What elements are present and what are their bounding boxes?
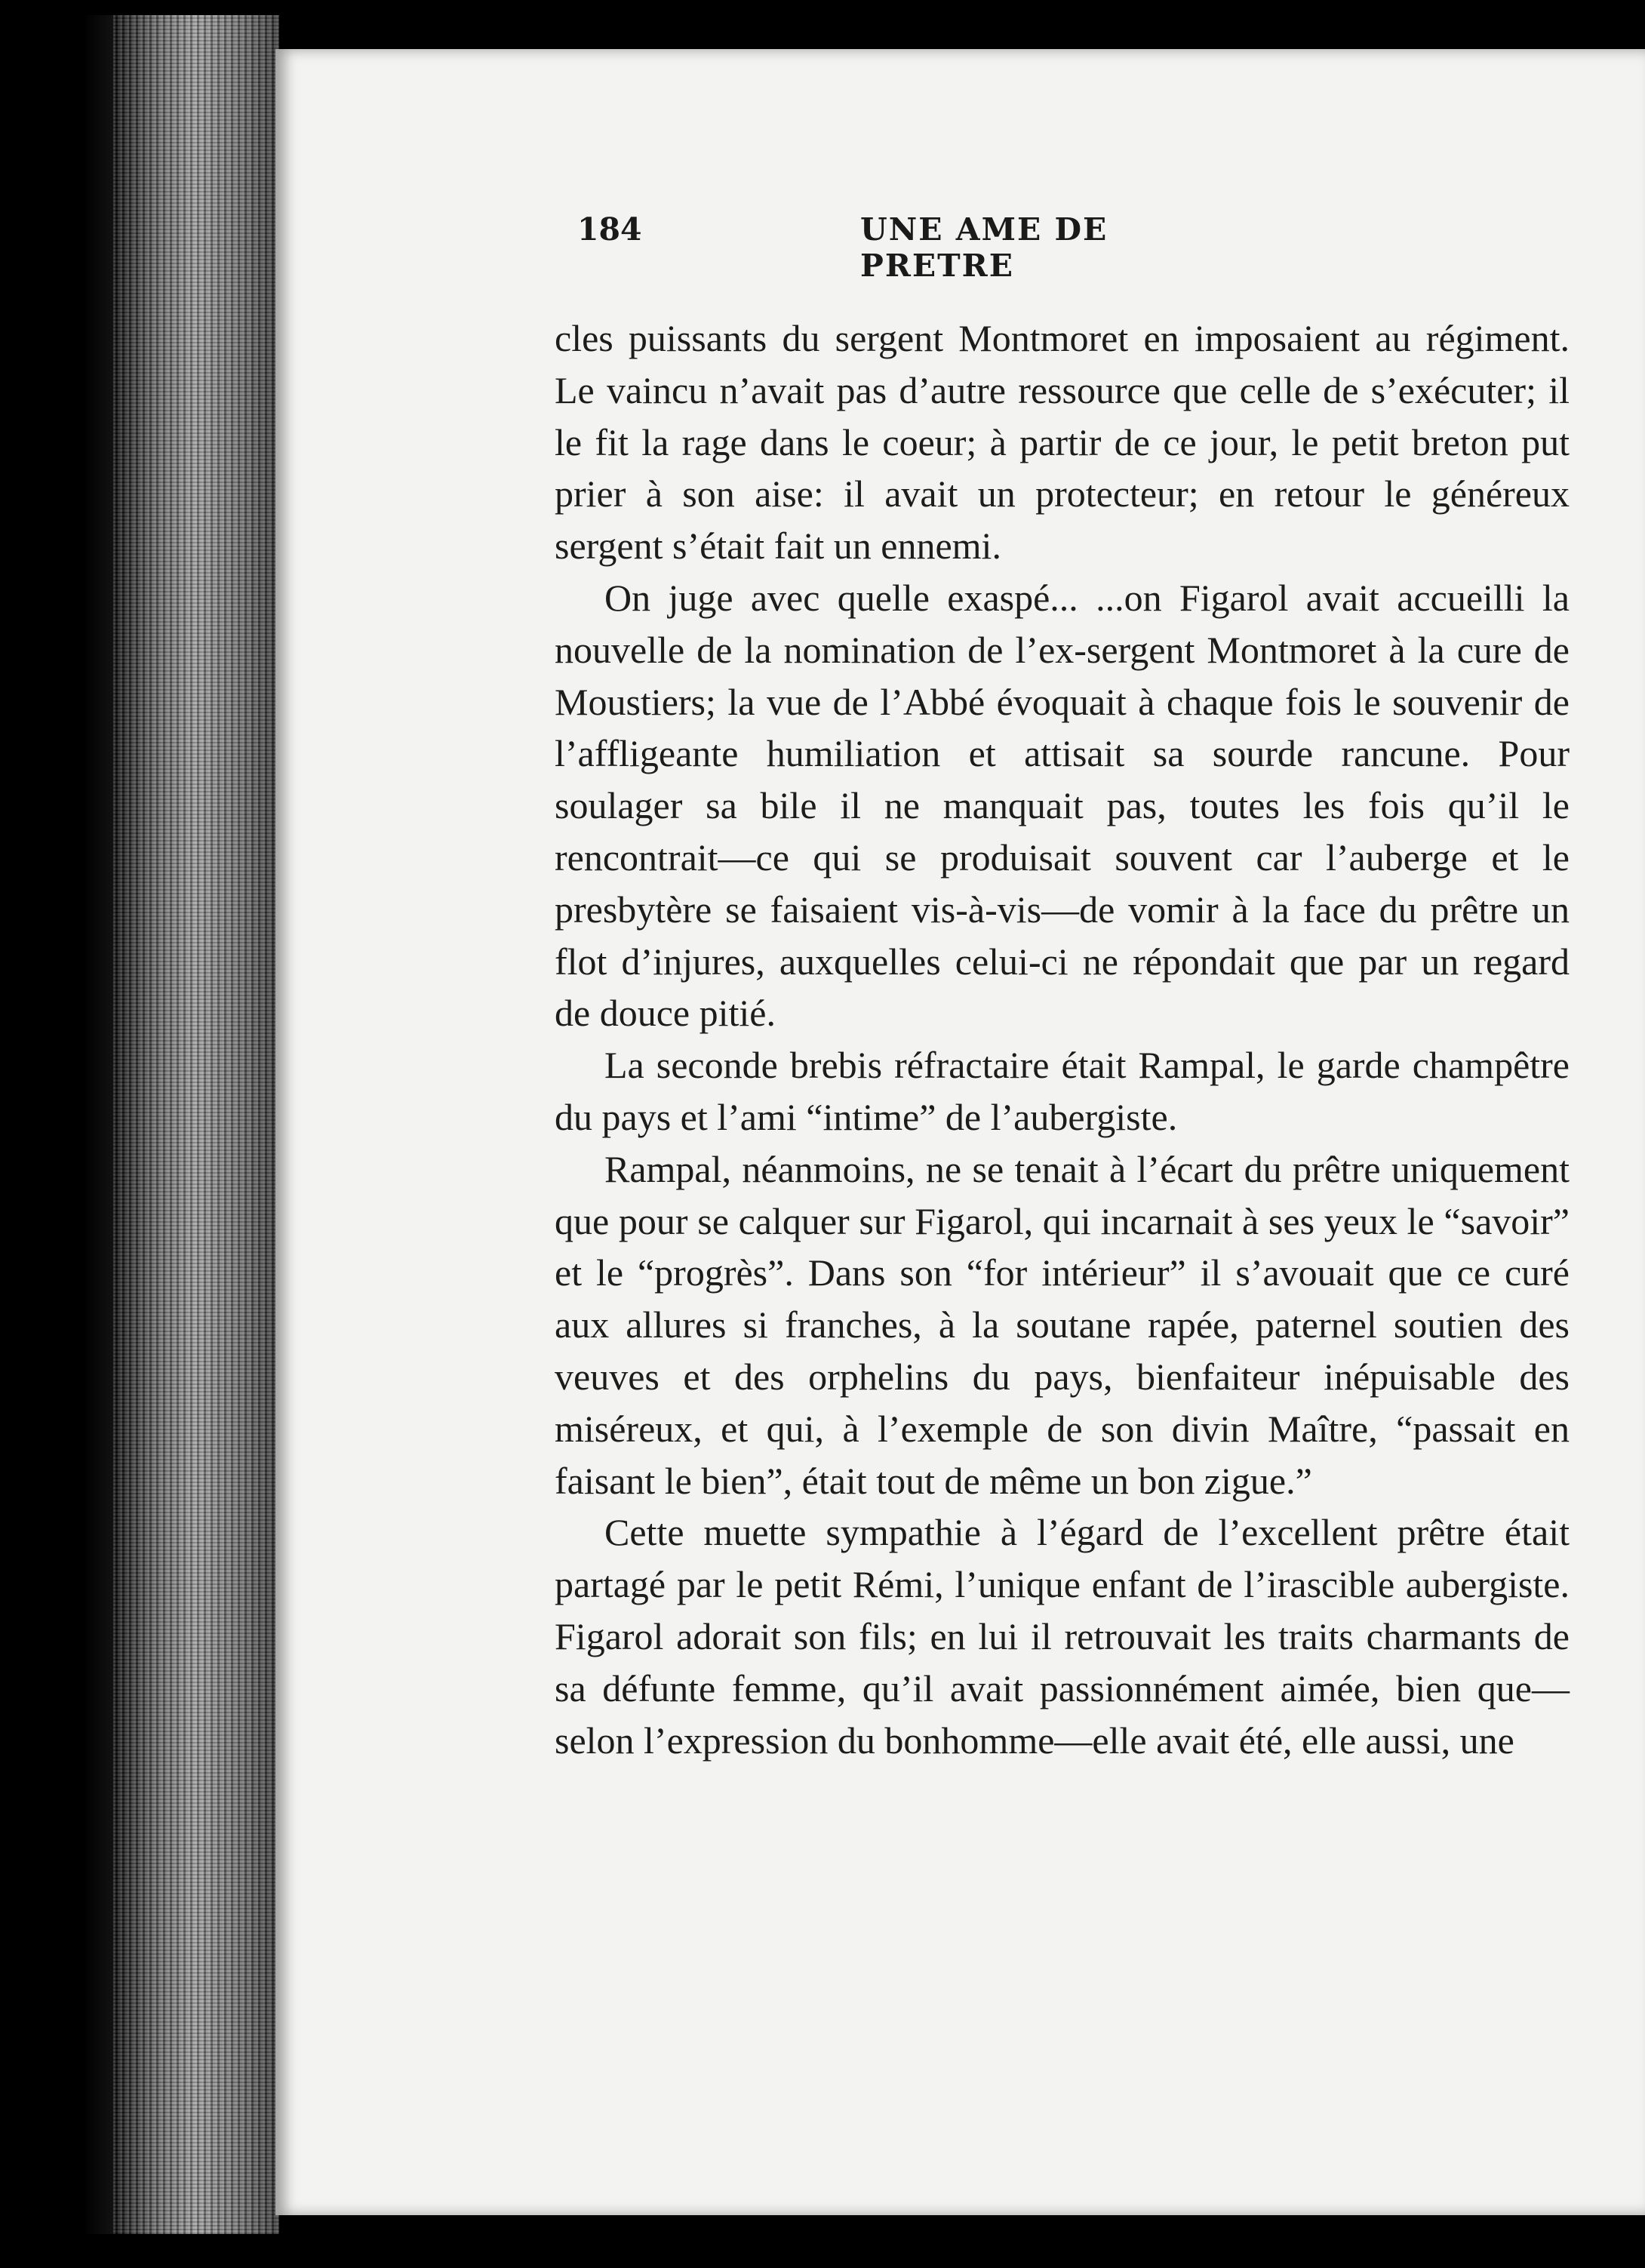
book-page-edges (113, 15, 279, 2234)
paragraph-4: Rampal, néanmoins, ne se tenait à l’écart du prêtre uniquement que pour se calquer sur Figarol, qui incarnait à ses yeux le “savoir” et le “progrès”. Dans son “for intérieur” il s’avouait que ce curé aux allures si franches, à la soutane rapée, paternel soutien des veuves et des orphelins du pays, bienfaiteur inépuisable des miséreux, et qui, à l’exemple de son divin Maître, “passait en faisant le bien”, était tout de même un bon zigue.” (555, 1147, 1570, 1502)
page-number: 184 (577, 211, 642, 248)
running-title: UNE AME DE PRETRE (860, 211, 1108, 284)
paragraph-5: Cette muette sympathie à l’égard de l’excellent prêtre était partagé par le petit Rémi, l’unique enfant de l’irascible aubergiste. Figarol adorait son fils; en lui il retrouvait les traits charmants de sa défunte femme, qu’il avait passionnément aimée, bien que—selon l’expression du bonhomme—elle avait été, elle aussi, une (555, 1511, 1570, 1762)
paragraph-1: cles puissants du sergent Montmoret en imposaient au régiment. Le vaincu n’avait pas d’autre ressource que celle de s’exécuter; il le fit la rage dans le coeur; à partir de ce jour, le petit breton put prier à son aise: il avait un protecteur; en retour le généreux sergent s’était fait un ennemi. (555, 317, 1570, 568)
paragraph-3: La seconde brebis réfractaire était Rampal, le garde champêtre du pays et l’ami “intime” de l’aubergiste. (555, 1044, 1570, 1138)
page-header (302, 211, 1268, 284)
paragraph-2: On juge avec quelle exaspé... ...on Figarol avait accueilli la nouvelle de la nomination de l’ex-sergent Montmoret à la cure de Moustiers; la vue de l’Abbé évoquait à chaque fois le souvenir de l’affligeante humiliation et attisait sa sourde rancune. Pour soulager sa bile il ne manquait pas, toutes les fois qu’il le rencontrait—ce qui se produisait souvent car l’auberge et le presbytère se faisaient vis-à-vis—de vomir à la face du prêtre un flot d’injures, auxquelles celui-ci ne répondait que par un regard de douce pitié. (555, 576, 1570, 1035)
body-text (555, 312, 1570, 1766)
